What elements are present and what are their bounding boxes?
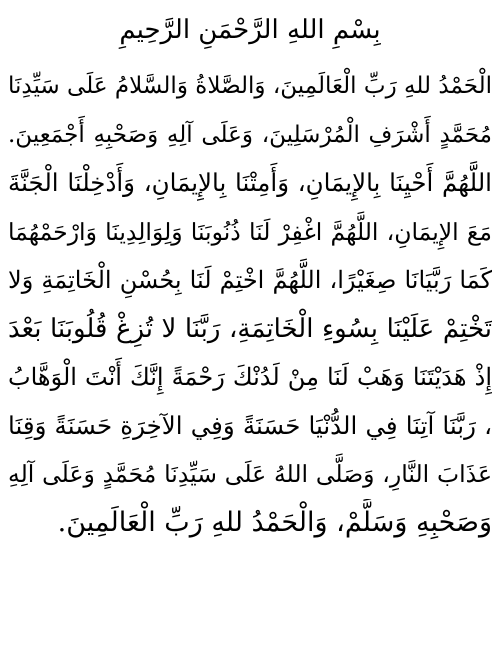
text-line-4: مَعَ الإِيمَانِ، اللَّهُمَّ اغْفِرْ لَنَا ذُنُوبَنَا وَلِوَالِدِينَا وَارْحَمْهُمَا (8, 217, 492, 246)
text-line-5: كَمَا رَبَّيَانَا صِغَيْرًا، اللَّهُمَّ اخْتِمْ لَنَا بِحُسْنِ الْخَاتِمَةِ وَلا (8, 266, 492, 294)
text-line-6: تَخْتِمْ عَلَيْنَا بِسُوءِ الْخَاتِمَةِ، رَبَّنَا لا تُزِغْ قُلُوبَنَا بَعْدَ (8, 313, 492, 344)
text-line-8: ، رَبَّنَا آتِنَا فِي الدُّنْيَا حَسَنَةً وَفِي الآخِرَةِ حَسَنَةً وَقِنَا (8, 410, 492, 440)
text-line-1: الْحَمْدُ للهِ رَبِّ الْعَالَمِينَ، وَالصَّلاةُ وَالسَّلامُ عَلَى سَيِّدِنَا (8, 73, 492, 99)
text-line-3: اللَّهُمَّ أَحْيِنَا بِالإِيمَانِ، وَأَمِتْنَا بِالإِيمَانِ، وَأَدْخِلْنَا الْجَنَّةَ (8, 168, 492, 197)
text-line-10: وَصَحْبِهِ وَسَلَّمْ، وَالْحَمْدُ للهِ رَبِّ الْعَالَمِينَ. (57, 506, 492, 538)
text-line-7: إِذْ هَدَيْتَنَا وَهَبْ لَنَا مِنْ لَدُنْكَ رَحْمَةً إِنَّكَ أَنْتَ الْوَهَّابُ (8, 363, 492, 391)
text-line-9: عَذَابَ النَّارِ، وَصَلَّى اللهُ عَلَى سَيِّدِنَا مُحَمَّدٍ وَعَلَى آلِهِ (8, 460, 492, 488)
prayer-text (8, 62, 492, 547)
text-line-2: مُحَمَّدٍ أَشْرَفِ الْمُرْسَلِينَ، وَعَلَى آلِهِ وَصَحْبِهِ أَجْمَعِينَ. (8, 121, 492, 148)
basmala-heading: بِسْمِ اللهِ الرَّحْمَنِ الرَّحِيمِ (119, 15, 381, 45)
